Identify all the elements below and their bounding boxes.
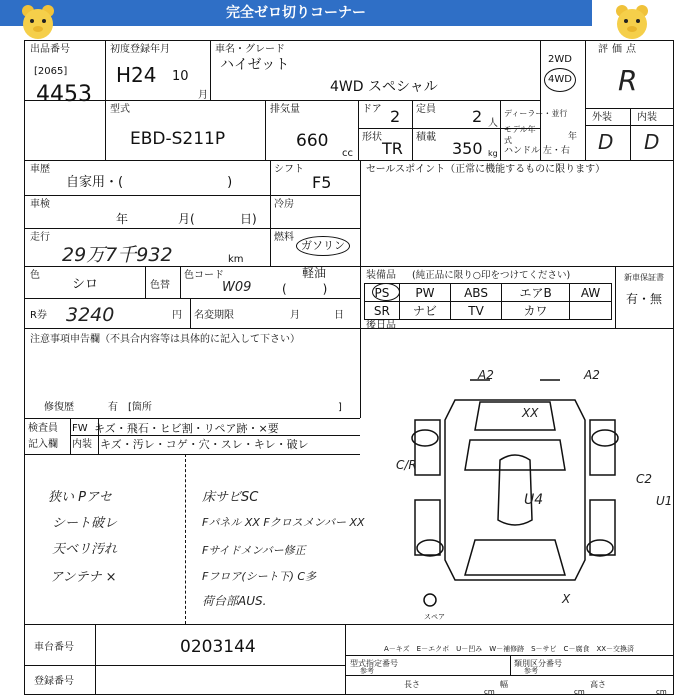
after-check-label: 後日品 xyxy=(366,320,396,331)
chassis-value: 0203144 xyxy=(180,637,256,657)
exterior-label: 外装 xyxy=(592,112,612,123)
equipment-table xyxy=(364,283,612,320)
diagram-mark-a2-right: A2 xyxy=(584,368,600,382)
equipment-empty xyxy=(570,302,612,320)
registration-month: 10 xyxy=(172,69,189,84)
remark-right-1: 床サビSC xyxy=(202,490,259,505)
equipment-sr: SR xyxy=(365,302,400,320)
drive-2wd: 2WD xyxy=(548,54,572,65)
repair-value: 有 [箇所 xyxy=(108,402,152,413)
height-label: 高さ xyxy=(590,680,606,689)
chassis-label: 車台番号 xyxy=(34,642,74,653)
diagram-mark-cr: C/R xyxy=(396,458,417,472)
equipment-ps: PS xyxy=(365,284,400,302)
cert-ref: 参考 xyxy=(360,667,374,675)
cat-label: 類別区分番号 xyxy=(514,659,562,668)
drive-4wd-circled: 4WD xyxy=(544,68,576,92)
equipment-note: (純正品に限り○印をつけてください) xyxy=(412,270,571,281)
diagram-mark-u1: U1 xyxy=(656,494,673,508)
color-code: W09 xyxy=(222,280,252,295)
mileage-value: 29万7千932 xyxy=(62,244,173,266)
mileage-label: 走行 xyxy=(30,232,50,243)
diagram-mark-u4: U4 xyxy=(524,492,544,508)
displacement-unit: cc xyxy=(342,148,353,159)
history-value: 自家用・( ) xyxy=(66,175,233,190)
fuel-diesel: 軽油 xyxy=(302,266,327,280)
inspection-label: 車検 xyxy=(30,199,50,210)
registration-expiry-day: 日 xyxy=(334,310,344,321)
diagram-mark-c2: C2 xyxy=(636,472,653,486)
rating-score: R xyxy=(618,64,638,97)
recycle-value: 3240 xyxy=(66,304,115,326)
capacity-unit: 人 xyxy=(488,118,498,129)
equipment-navi: ナビ xyxy=(399,302,450,320)
inspector-fw-items: キズ・飛石・ヒビ割・リペア跡・×要 xyxy=(94,422,279,435)
equipment-abs: ABS xyxy=(451,284,502,302)
shape-label: 形状 xyxy=(362,132,382,143)
shape-value: TR xyxy=(382,139,403,158)
registration-expiry-label: 名変期限 xyxy=(194,310,234,321)
registration-expiry-month: 月 xyxy=(290,310,300,321)
remark-left-4: アンテナ × xyxy=(50,570,117,585)
repair-close-bracket: ] xyxy=(338,402,342,413)
ps-circle xyxy=(372,283,400,301)
lot-number: 4453 xyxy=(36,82,92,107)
remark-right-5: 荷台部AUS. xyxy=(202,594,267,608)
remark-right-4: Fフロア(シート下) C多 xyxy=(202,570,317,583)
registration-era: H24 xyxy=(116,63,157,87)
ac-label: 冷房 xyxy=(274,199,294,210)
fuel-other: ( ) xyxy=(282,282,328,296)
diagram-spare-label: スペア xyxy=(424,613,445,621)
equipment-label: 装備品 xyxy=(366,270,396,281)
dealer-label: ディーラー・並行 xyxy=(504,109,568,118)
load-unit: kg xyxy=(488,149,498,158)
car-name: ハイゼット xyxy=(220,57,290,73)
bear-mascot-icon xyxy=(612,2,652,42)
doors-value: 2 xyxy=(390,107,401,126)
remark-left-2: シート破レ xyxy=(52,516,118,531)
displacement-value: 660 xyxy=(296,131,329,151)
lot-label: 出品番号 xyxy=(30,44,70,55)
exterior-score: D xyxy=(598,130,614,154)
color-change-label: 色替 xyxy=(150,280,170,291)
plate-label: 登録番号 xyxy=(34,676,74,687)
interior-score: D xyxy=(644,130,660,154)
page-title: 完全ゼロ切りコーナー xyxy=(0,0,592,26)
model-label: 型式 xyxy=(110,104,130,115)
car-label: 車名・グレード xyxy=(215,44,285,55)
writer-interior-items: キズ・汚レ・コゲ・穴・スレ・キレ・破レ xyxy=(100,438,309,451)
registration-month-unit: 月 xyxy=(198,90,208,101)
color-label: 色 xyxy=(30,270,40,281)
new-warranty-value: 有・無 xyxy=(626,292,663,306)
bear-mascot-icon xyxy=(18,2,58,42)
cat-ref: 参考 xyxy=(524,667,538,675)
inspection-day: 日) xyxy=(240,212,257,226)
cert-label: 型式指定番号 xyxy=(350,659,398,668)
registration-label: 初度登録年月 xyxy=(110,44,170,55)
shift-value: F5 xyxy=(312,173,332,192)
sales-point-label: セールスポイント（正常に機能するものに限ります） xyxy=(366,164,606,175)
color-value: シロ xyxy=(72,277,99,292)
width-label: 幅 xyxy=(500,680,508,689)
width-unit: cm xyxy=(574,688,585,696)
car-damage-diagram xyxy=(360,360,674,620)
notes-label: 注意事項申告欄（不具合内容等は具体的に記入して下さい） xyxy=(30,334,300,345)
equipment-leather: カワ xyxy=(502,302,570,320)
equipment-airbag: エアB xyxy=(502,284,570,302)
remark-right-2: Fパネル XX Fクロスメンバー XX xyxy=(202,516,365,529)
length-label: 長さ xyxy=(404,680,420,689)
inspector-label: 検査員 xyxy=(28,423,58,434)
inspection-year: 年 xyxy=(116,212,129,226)
displacement-label: 排気量 xyxy=(270,104,300,115)
model-year-label: モデル年式 xyxy=(504,125,536,145)
recycle-unit: 円 xyxy=(172,310,182,321)
fuel-label: 燃料 xyxy=(274,232,294,243)
doors-label: ドア xyxy=(362,104,382,115)
diagram-mark-xx: XX xyxy=(522,406,539,420)
inspection-month: 月( xyxy=(178,212,195,226)
fuel-gasoline-circled: ガソリン xyxy=(296,236,350,256)
height-unit: cm xyxy=(656,688,667,696)
rating-label: 評価点 xyxy=(598,44,640,55)
inspector-fw: FW xyxy=(72,423,88,434)
load-label: 積載 xyxy=(416,132,436,143)
model-year-unit: 年 xyxy=(568,132,578,142)
equipment-tv: TV xyxy=(451,302,502,320)
diagram-mark-x: X xyxy=(562,592,571,606)
remark-left-3: 天ベリ汚れ xyxy=(52,542,118,557)
writer-label: 記入欄 xyxy=(28,439,58,450)
recycle-label: R券 xyxy=(30,310,47,321)
capacity-value: 2 xyxy=(472,107,483,126)
lot-sub: [2065] xyxy=(34,66,68,77)
equipment-aw: AW xyxy=(570,284,612,302)
history-label: 車歴 xyxy=(30,164,50,175)
shift-label: シフト xyxy=(274,164,304,175)
handle-label: ハンドル 左・右 xyxy=(504,146,570,156)
diagram-mark-a2-left: A2 xyxy=(478,368,494,382)
car-grade: 4WD スペシャル xyxy=(330,79,438,95)
repair-label: 修復歴 xyxy=(44,402,74,413)
writer-interior: 内装 xyxy=(72,439,92,450)
model-value: EBD-S211P xyxy=(130,129,226,149)
legend-text: A－キズ E－エクボ U－凹み W－補修跡 S－サビ C－腐食 XX－交換済 xyxy=(384,645,635,653)
capacity-label: 定員 xyxy=(416,104,436,115)
color-code-label: 色コード xyxy=(184,270,224,281)
length-unit: cm xyxy=(484,688,495,696)
load-value: 350 xyxy=(452,139,483,158)
interior-label: 内装 xyxy=(637,112,657,123)
remark-right-3: Fサイドメンバー修正 xyxy=(202,544,306,557)
remark-left-1: 狭い Pアセ xyxy=(48,490,112,505)
mileage-unit: km xyxy=(228,254,244,265)
equipment-pw: PW xyxy=(399,284,450,302)
new-warranty-label: 新車保証書 xyxy=(624,273,664,282)
